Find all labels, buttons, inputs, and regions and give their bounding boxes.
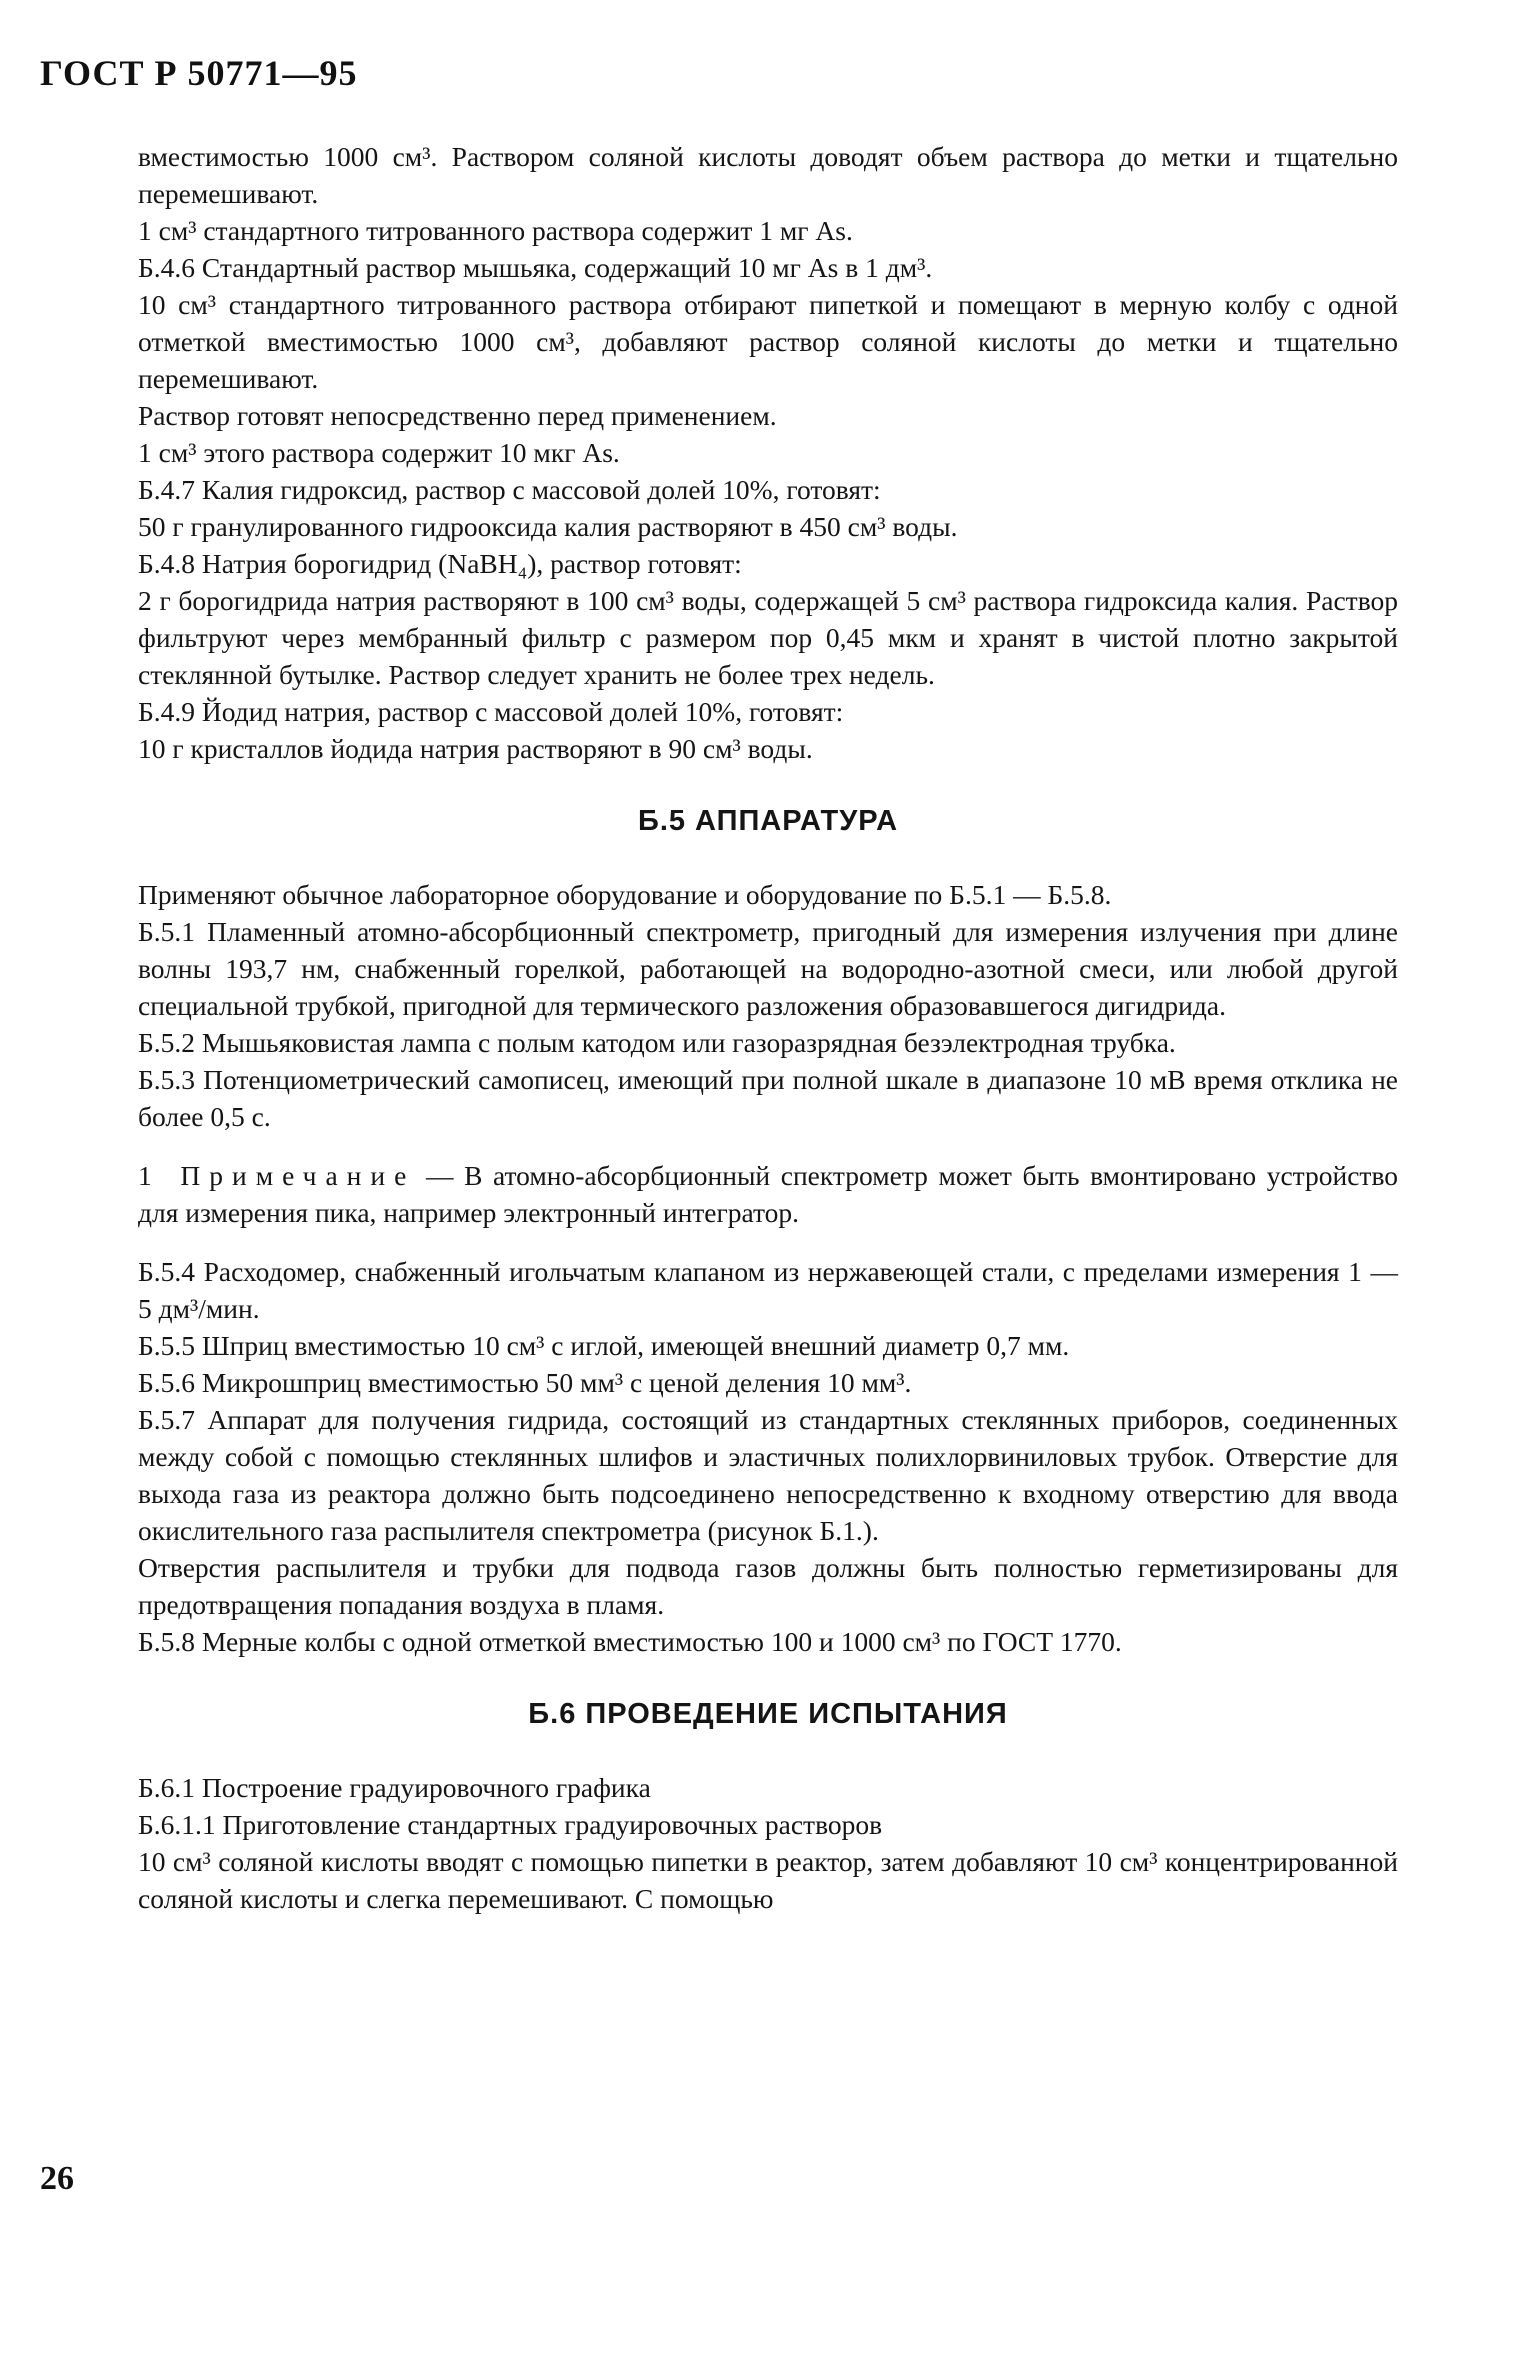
paragraph: Применяют обычное лабораторное оборудование и оборудование по Б.5.1 — Б.5.8. — [138, 879, 1112, 910]
paragraph: 10 см³ соляной кислоты вводят с помощью пипетки в реактор, затем добавляют 10 см³ концентрированной соляной кислоты и слегка перемешивают. С помощью — [138, 1846, 1398, 1914]
paragraph: Б.4.8 Натрия борогидрид (NaBH₄), раствор готовят: — [138, 548, 742, 579]
note-text: — В атомно-абсорбционный спектрометр может быть вмонтировано устройство для измерения пика, например электронный интегратор. — [138, 1160, 1398, 1228]
paragraph: Б.5.5 Шприц вместимостью 10 см³ с иглой, имеющей внешний диаметр 0,7 мм. — [138, 1330, 1070, 1361]
paragraph: Б.4.9 Йодид натрия, раствор с массовой долей 10%, готовят: — [138, 696, 844, 727]
paragraph: Б.6.1 Построение градуировочного графика — [138, 1772, 651, 1803]
paragraph: Б.5.8 Мерные колбы с одной отметкой вместимостью 100 и 1000 см³ по ГОСТ 1770. — [138, 1626, 1122, 1657]
paragraph: Б.4.6 Стандартный раствор мышьяка, содержащий 10 мг As в 1 дм³. — [138, 252, 933, 283]
paragraph: Б.5.4 Расходомер, снабженный игольчатым клапаном из нержавеющей стали, с пределами измерения 1 — 5 дм³/мин. — [138, 1256, 1398, 1324]
paragraph: Раствор готовят непосредственно перед применением. — [138, 400, 777, 431]
paragraph: 10 см³ стандартного титрованного раствора отбирают пипеткой и помещают в мерную колбу с одной отметкой вместимостью 1000 см³, добавляют раствор соляной кислоты до метки и тщательно перемешивают. — [138, 289, 1398, 394]
paragraph: 1 см³ стандартного титрованного раствора содержит 1 мг As. — [138, 215, 853, 246]
paragraph: 1 см³ этого раствора содержит 10 мкг As. — [138, 437, 620, 468]
paragraph: Б.6.1.1 Приготовление стандартных градуировочных растворов — [138, 1809, 883, 1840]
page-header: ГОСТ Р 50771—95 — [40, 53, 358, 93]
paragraph: Б.5.1 Пламенный атомно-абсорбционный спектрометр, пригодный для измерения излучения при длине волны 193,7 нм, снабженный горелкой, работающей на водородно-азотной смеси, или любой другой специальной трубкой, пригодной для термического разложения образовавшегося дигидрида. — [138, 916, 1398, 1021]
section-title-b5: Б.5 АППАРАТУРА — [637, 805, 899, 837]
page-number: 26 — [40, 2160, 74, 2197]
paragraph: Отверстия распылителя и трубки для подвода газов должны быть полностью герметизированы для предотвращения попадания воздуха в пламя. — [138, 1552, 1398, 1620]
paragraph: Б.4.7 Калия гидроксид, раствор с массовой долей 10%, готовят: — [138, 474, 881, 505]
paragraph: 2 г борогидрида натрия растворяют в 100 см³ воды, содержащей 5 см³ раствора гидроксида калия. Раствор фильтруют через мембранный фильтр с размером пор 0,45 мкм и хранят в чистой плотно закрытой стеклянной бутылке. Раствор следует хранить не более трех недель. — [138, 585, 1398, 690]
paragraph: Б.5.2 Мышьяковистая лампа с полым катодом или газоразрядная безэлектродная трубка. — [138, 1027, 1176, 1058]
paragraph: Б.5.6 Микрошприц вместимостью 50 мм³ с ценой деления 10 мм³. — [138, 1367, 912, 1398]
paragraph: Б.5.7 Аппарат для получения гидрида, состоящий из стандартных стеклянных приборов, соединенных между собой с помощью стеклянных шлифов и эластичных полихлорвиниловых трубок. Отверстие для выхода газа из реактора должно быть подсоединено непосредственно к входному отверстию для ввода окислительного газа распылителя спектрометра (рисунок Б.1.). — [138, 1404, 1398, 1546]
body-text — [138, 138, 1398, 1917]
paragraph: Б.5.3 Потенциометрический самописец, имеющий при полной шкале в диапазоне 10 мВ время отклика не более 0,5 с. — [138, 1064, 1398, 1132]
paragraph: 50 г гранулированного гидрооксида калия растворяют в 450 см³ воды. — [138, 511, 958, 542]
paragraph: 10 г кристаллов йодида натрия растворяют в 90 см³ воды. — [138, 733, 813, 764]
note — [138, 1157, 1398, 1231]
section-title-b6: Б.6 ПРОВЕДЕНИЕ ИСПЫТАНИЯ — [528, 1698, 1008, 1730]
note-label: 1 Примечание — [138, 1160, 416, 1191]
paragraph: вместимостью 1000 см³. Раствором соляной кислоты доводят объем раствора до метки и тщательно перемешивают. — [138, 141, 1398, 209]
